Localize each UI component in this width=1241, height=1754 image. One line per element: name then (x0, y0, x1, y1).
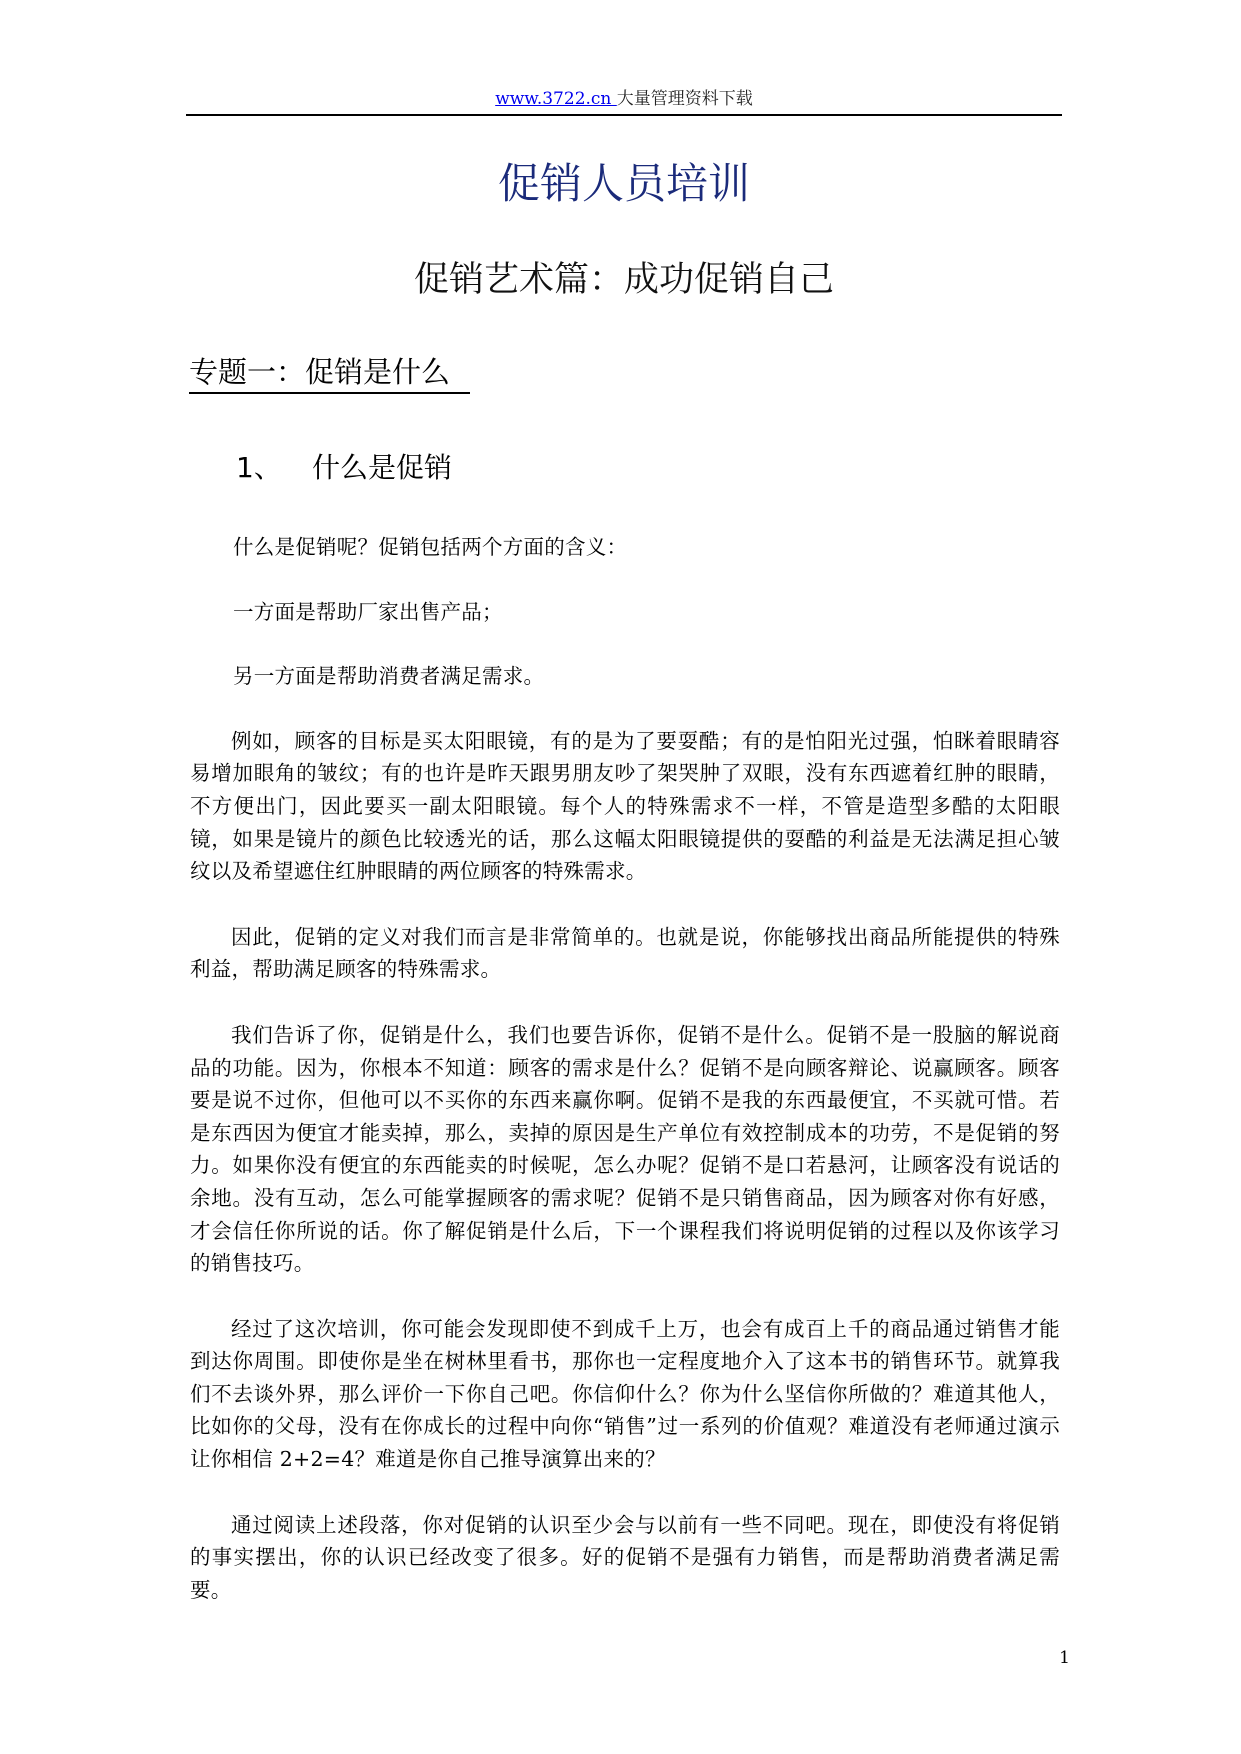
paragraph: 通过阅读上述段落，你对促销的认识至少会与以前有一些不同吧。现在，即使没有将促销的事实摆出，你的认识已经改变了很多。好的促销不是强有力销售，而是帮助消费者满足需要。 (190, 1512, 1060, 1602)
section-title: 什么是促销 (312, 451, 453, 484)
paragraph: 什么是促销呢？促销包括两个方面的含义： (233, 535, 628, 559)
header-text: 大量管理资料下载 (616, 89, 753, 109)
paragraph: 我们告诉了你，促销是什么，我们也要告诉你，促销不是什么。促销不是一股脑的解说商品的功能。因为，你根本不知道：顾客的需求是什么？促销不是向顾客辩论、说赢顾客。顾客要是说不过你，但他可以不买你的东西来赢你啊。促销不是我的东西最便宜，不买就可惜。若是东西因为便宜才能卖掉，那么，卖掉的原因是生产单位有效控制成本的功劳，不是促销的努力。如果你没有便宜的东西能卖的时候呢，怎么办呢？促销不是口若悬河，让顾客没有说话的余地。没有互动，怎么可能掌握顾客的需求呢？促销不是只销售商品，因为顾客对你有好感，才会信任你所说的话。你了解促销是什么后，下一个课程我们将说明促销的过程以及你该学习的销售技巧。 (190, 1022, 1060, 1276)
page-header (186, 86, 1062, 112)
section-heading (236, 448, 452, 488)
header-divider (186, 114, 1062, 116)
paragraph: 因此，促销的定义对我们而言是非常简单的。也就是说，你能够找出商品所能提供的特殊利益，帮助满足顾客的特殊需求。 (190, 924, 1060, 982)
header-link[interactable]: www.3722.cn (495, 89, 617, 109)
document-subtitle: 促销艺术篇：成功促销自己 (413, 260, 834, 300)
section-number: 1、 (236, 451, 282, 484)
page-number: 1 (1059, 1648, 1070, 1668)
body-content (190, 531, 1060, 1639)
paragraph: 另一方面是帮助消费者满足需求。 (233, 664, 545, 689)
paragraph: 例如，顾客的目标是买太阳眼镜，有的是为了要耍酷；有的是怕阳光过强，怕眯着眼睛容易增加眼角的皱纹；有的也许是昨天跟男朋友吵了架哭肿了双眼，没有东西遮着红肿的眼睛，不方便出门，因此要买一副太阳眼镜。每个人的特殊需求不一样，不管是造型多酷的太阳眼镜，如果是镜片的颜色比较透光的话，那么这幅太阳眼镜提供的耍酷的利益是无法满足担心皱纹以及希望遮住红肿眼睛的两位顾客的特殊需求。 (190, 728, 1060, 884)
document-title: 促销人员培训 (497, 159, 750, 208)
topic-heading: 专题一：促销是什么 (189, 352, 470, 394)
paragraph: 经过了这次培训，你可能会发现即使不到成千上万，也会有成百上千的商品通过销售才能到达你周围。即使你是坐在树林里看书，那你也一定程度地介入了这本书的销售环节。就算我们不去谈外界，那么评价一下你自己吧。你信仰什么？你为什么坚信你所做的？难道其他人，比如你的父母，没有在你成长的过程中向你“销售”过一系列的价值观？难道没有老师通过演示让你相信 2+2=4？难道是你自己推导演算出来的？ (190, 1316, 1060, 1472)
paragraph: 一方面是帮助厂家出售产品； (233, 599, 503, 624)
